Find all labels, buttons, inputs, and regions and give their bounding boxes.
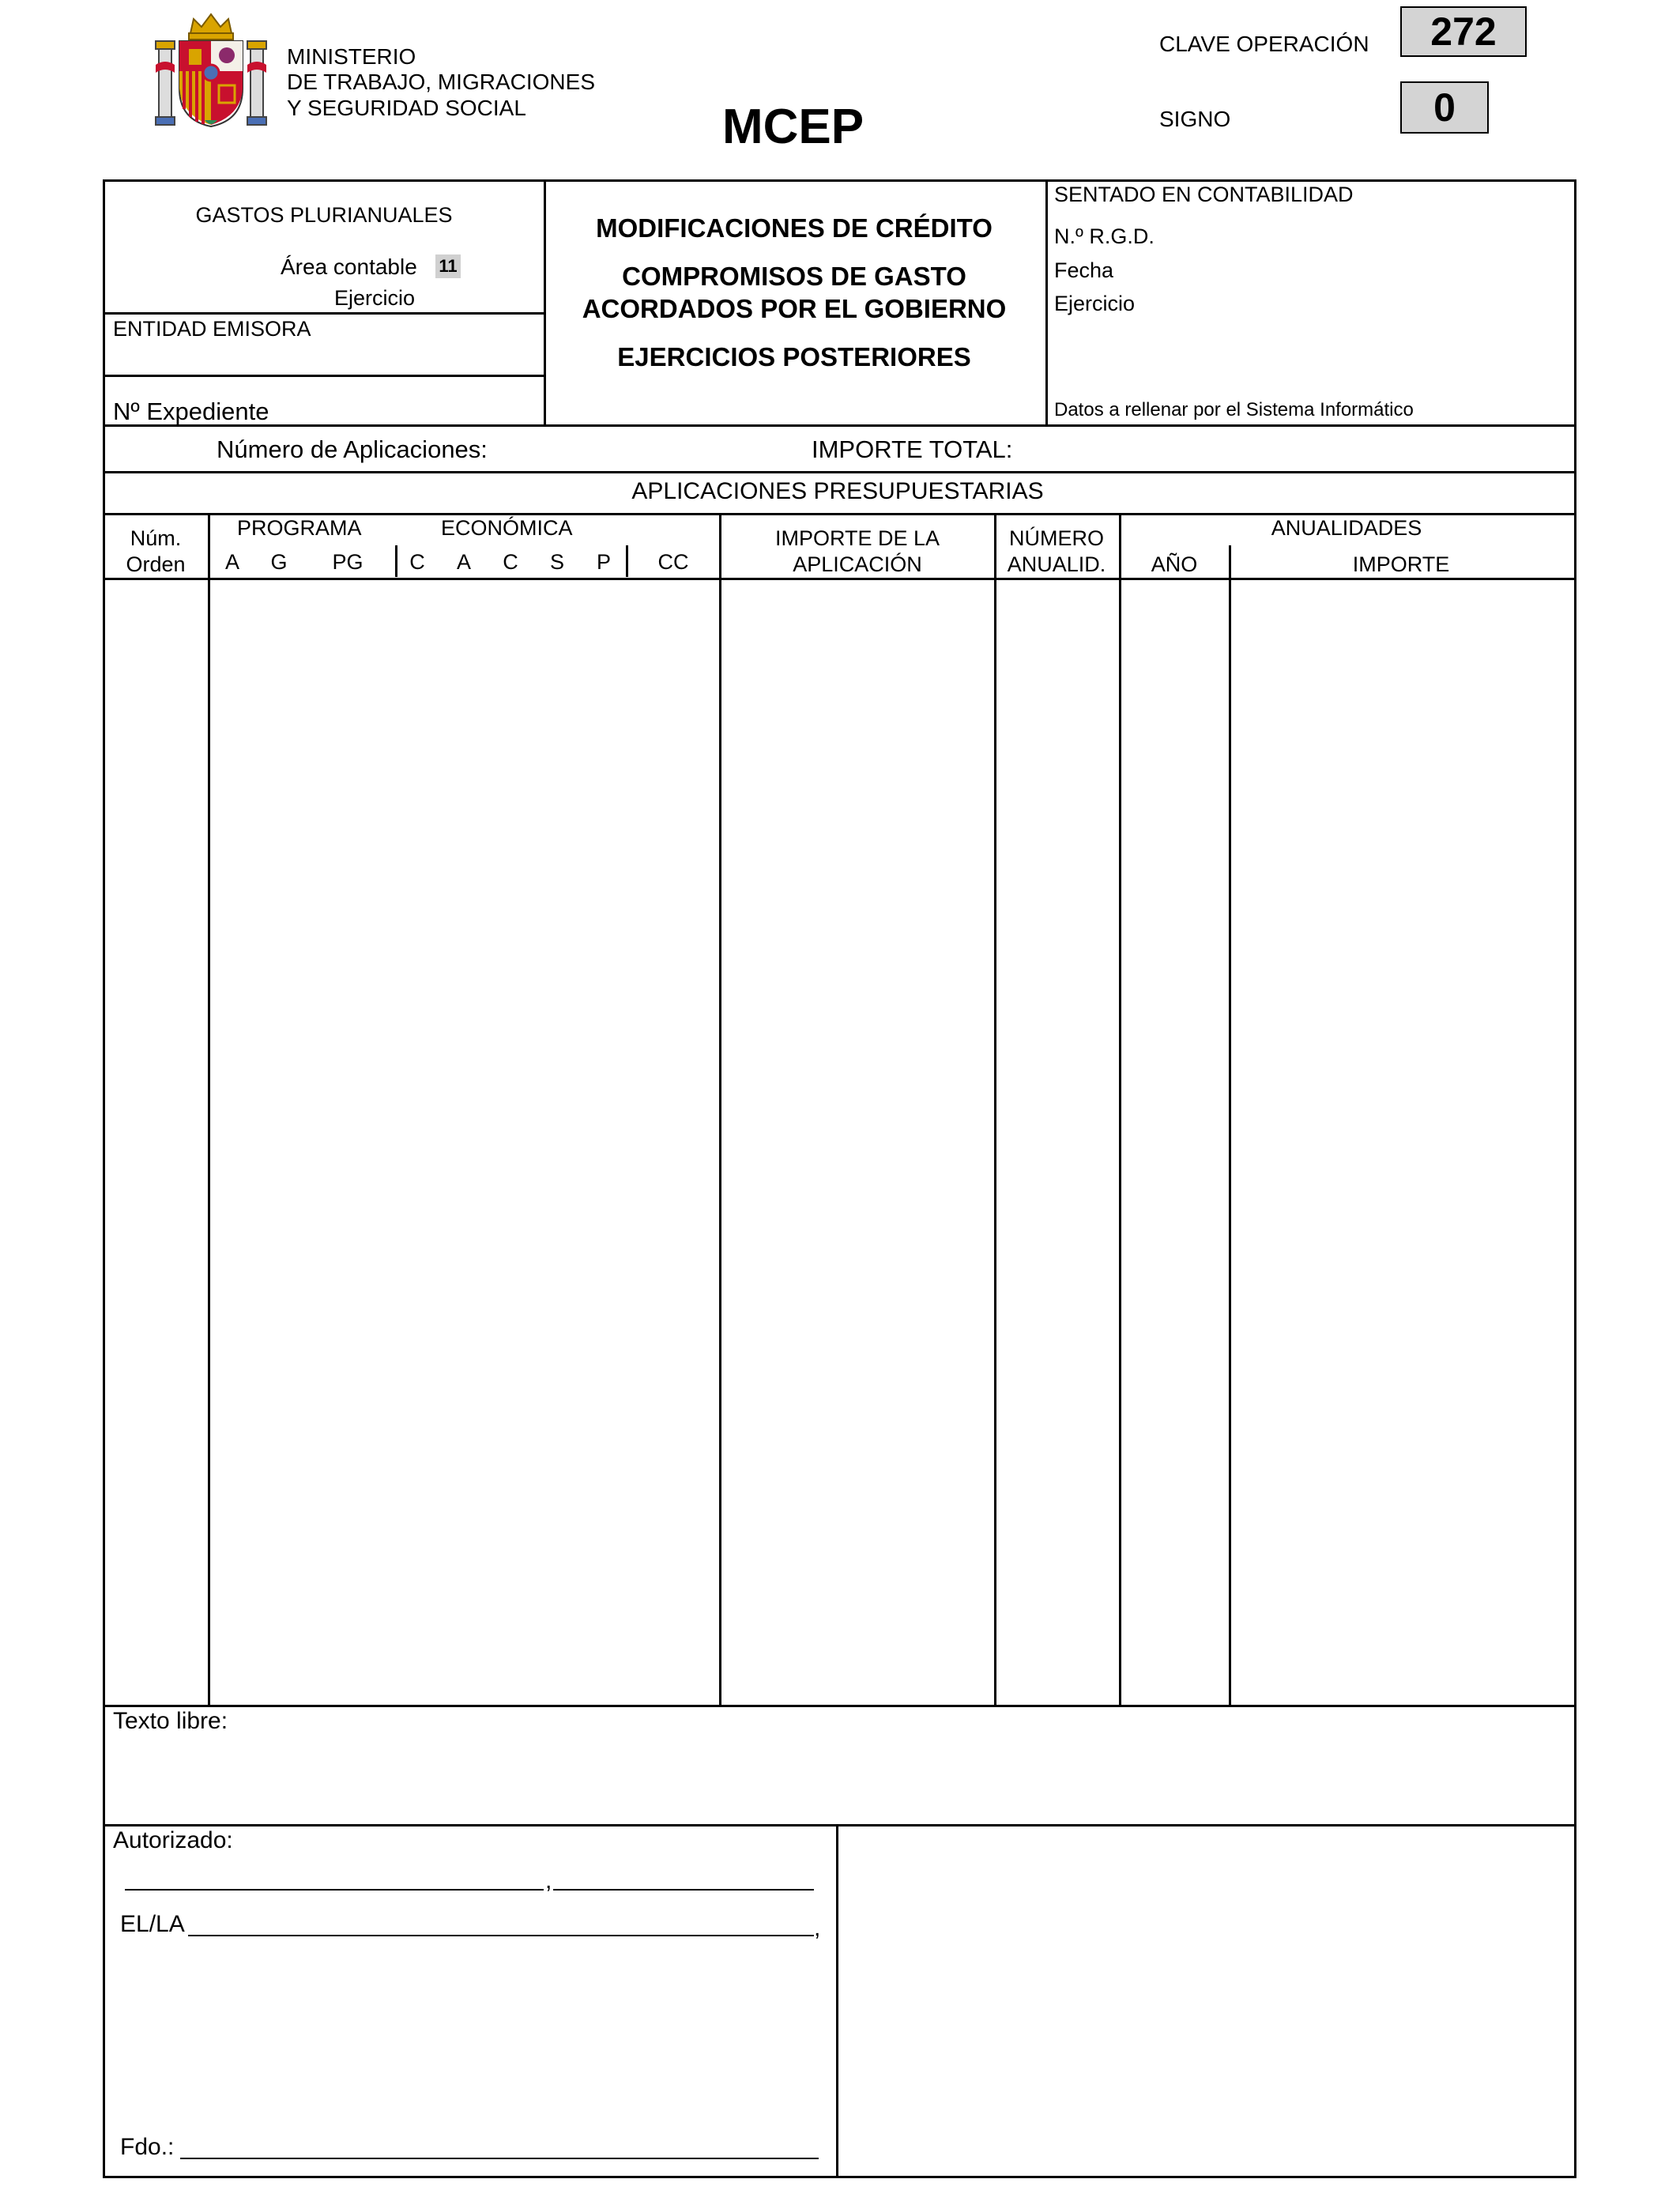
ministry-line-1: MINISTERIO	[287, 44, 416, 69]
sistema-informatico-note: Datos a rellenar por el Sistema Informático	[1054, 399, 1414, 420]
sub-cc-label: CC	[657, 550, 689, 574]
sub-g-label: G	[270, 550, 288, 574]
divider	[836, 1824, 838, 2178]
divider	[103, 424, 1576, 427]
fdo-signature-line[interactable]	[180, 2158, 819, 2159]
col-numero-anualid-line1: NÚMERO	[1009, 526, 1104, 550]
col-programa-label: PROGRAMA	[237, 516, 362, 540]
col-orden-label: Orden	[126, 552, 186, 576]
column-line	[395, 545, 397, 577]
ejercicio-right-label: Ejercicio	[1054, 292, 1136, 315]
entidad-emisora-label: ENTIDAD EMISORA	[113, 317, 311, 341]
numero-aplicaciones-label: Número de Aplicaciones:	[217, 435, 488, 463]
col-importe-aplicacion-line1: IMPORTE DE LA	[774, 526, 940, 550]
acordados-title: ACORDADOS POR EL GOBIERNO	[582, 294, 1007, 323]
col-importe-label: IMPORTE	[1352, 552, 1450, 576]
el-la-label: EL/LA	[120, 1911, 185, 1937]
date-signature-line[interactable]	[553, 1889, 814, 1891]
sub-a2-label: A	[456, 550, 472, 574]
divider	[103, 1824, 1576, 1826]
divider	[103, 471, 1576, 473]
form-code-title: MCEP	[722, 100, 864, 154]
gastos-plurianuales-label: GASTOS PLURIANUALES	[195, 203, 453, 227]
autorizado-label: Autorizado:	[113, 1827, 233, 1853]
ejercicio-label: Ejercicio	[334, 286, 416, 310]
sub-s-label: S	[549, 550, 565, 574]
divider	[103, 375, 545, 377]
fdo-label: Fdo.:	[120, 2134, 175, 2160]
divider	[103, 513, 1576, 515]
sub-pg-label: PG	[332, 550, 363, 574]
el-la-comma: ,	[814, 1915, 821, 1941]
aplicaciones-presupuestarias-title: APLICACIONES PRESUPUESTARIAS	[631, 478, 1044, 504]
area-contable-label: Área contable	[281, 254, 417, 279]
signo-value: 0	[1400, 81, 1489, 134]
clave-operacion-label: CLAVE OPERACIÓN	[1159, 32, 1369, 56]
texto-libre-field[interactable]	[105, 1739, 1574, 1822]
divider	[103, 1705, 1576, 1707]
sentado-contabilidad-label: SENTADO EN CONTABILIDAD	[1054, 183, 1354, 206]
modificaciones-title: MODIFICACIONES DE CRÉDITO	[596, 213, 993, 243]
clave-operacion-value: 272	[1400, 6, 1527, 57]
col-economica-label: ECONÓMICA	[441, 516, 573, 540]
expediente-label: Nº Expediente	[113, 398, 269, 425]
column-line	[626, 545, 628, 577]
signo-label: SIGNO	[1159, 107, 1231, 131]
place-signature-line[interactable]	[125, 1889, 544, 1891]
divider	[544, 179, 546, 426]
importe-total-label: IMPORTE TOTAL:	[812, 435, 1013, 463]
place-comma: ,	[545, 1868, 552, 1894]
sub-p-label: P	[596, 550, 612, 574]
ministry-line-3: Y SEGURIDAD SOCIAL	[287, 96, 526, 120]
area-contable-value: 11	[435, 254, 461, 278]
signature-stamp-area[interactable]	[840, 1828, 1574, 2176]
el-la-line[interactable]	[188, 1935, 814, 1936]
col-numero-anualid-line2: ANUALID.	[1007, 552, 1106, 576]
sub-c2-label: C	[503, 550, 518, 574]
texto-libre-label: Texto libre:	[113, 1708, 228, 1734]
divider	[103, 312, 545, 315]
table-body[interactable]	[105, 580, 1574, 1704]
coat-of-arms-logo	[153, 9, 269, 130]
compromisos-title: COMPROMISOS DE GASTO	[622, 262, 966, 291]
col-anio-label: AÑO	[1151, 552, 1198, 576]
sub-c1-label: C	[409, 550, 425, 574]
ejercicios-posteriores-title: EJERCICIOS POSTERIORES	[617, 342, 971, 371]
divider	[1045, 179, 1048, 426]
rgd-label: N.º R.G.D.	[1054, 224, 1155, 248]
ministry-line-2: DE TRABAJO, MIGRACIONES	[287, 70, 595, 94]
col-num-label: Núm.	[130, 526, 182, 550]
col-anualidades-label: ANUALIDADES	[1271, 516, 1422, 540]
col-importe-aplicacion-line2: APLICACIÓN	[793, 552, 922, 576]
fecha-label: Fecha	[1054, 258, 1114, 282]
sub-a-label: A	[224, 550, 240, 574]
